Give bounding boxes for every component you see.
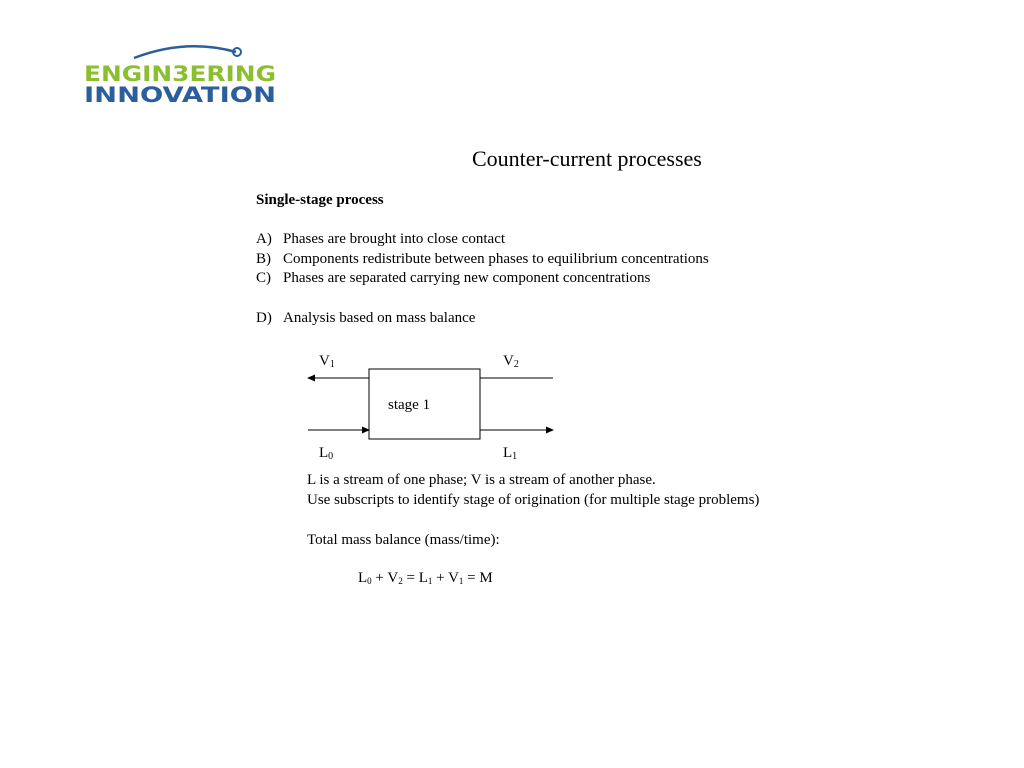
step-a [256, 231, 505, 248]
engineering-innovation-logo [76, 40, 284, 110]
page-title: Counter-current processes [472, 146, 702, 171]
note-phases: L is a stream of one phase; V is a stream of another phase. [307, 472, 656, 488]
single-stage-diagram [300, 345, 570, 470]
stage-label: stage 1 [388, 397, 431, 413]
logo-line-2: INNOVATION [84, 83, 276, 107]
step-text: Analysis based on mass balance [283, 310, 476, 326]
note-mass-balance: Total mass balance (mass/time): [307, 532, 500, 548]
logo-line-1: ENGIN3ERING [84, 62, 276, 86]
stream-label-v2: $V_2$ [503, 353, 519, 370]
logo-arc [134, 46, 236, 58]
step-letter: B) [256, 251, 271, 267]
stream-label-v1: $V_1$ [319, 353, 335, 370]
step-b [256, 251, 709, 268]
step-text: Components redistribute between phases to equilibrium concentrations [283, 251, 709, 267]
step-text: Phases are brought into close contact [283, 231, 506, 247]
step-letter: A) [256, 231, 272, 247]
step-d [256, 310, 475, 327]
note-subscripts: Use subscripts to identify stage of origination (for multiple stage problems) [307, 492, 760, 508]
stream-label-l1: $L_1$ [503, 445, 518, 462]
stream-label-l0: $L_0$ [319, 445, 334, 462]
step-text: Phases are separated carrying new component concentrations [283, 270, 651, 286]
step-c [256, 270, 650, 287]
section-heading: Single-stage process [256, 192, 384, 208]
step-letter: C) [256, 270, 271, 286]
step-letter: D) [256, 310, 272, 326]
mass-balance-equation: $L_0 + V_2 = L_1 + V_1 = M$ [358, 570, 493, 586]
